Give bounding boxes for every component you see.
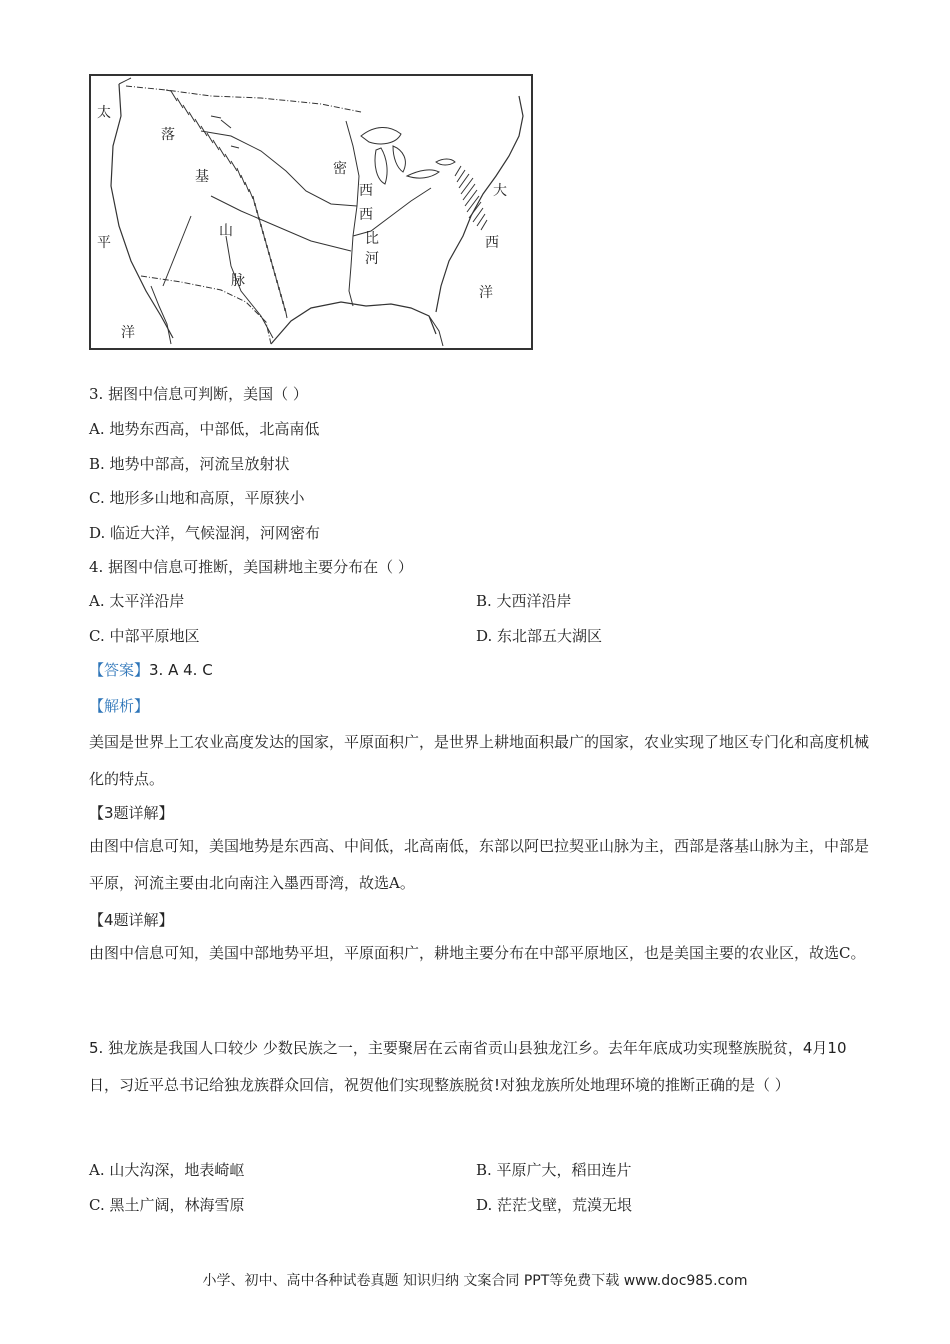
map-label-missi-5: 河	[365, 251, 379, 267]
q5-option-b: B. 平原广大，稻田连片	[476, 1161, 632, 1179]
q4-option-c: C. 中部平原地区	[89, 627, 200, 645]
map-label-missi-4: 比	[365, 231, 379, 247]
q5-option-a: A. 山大沟深，地表崎岖	[89, 1161, 245, 1179]
map-label-pacific-2: 平	[97, 235, 111, 251]
map-label-missi-2: 西	[359, 183, 373, 199]
q5-option-d: D. 茫茫戈壁，荒漠无垠	[476, 1196, 633, 1214]
us-terrain-map	[89, 74, 533, 350]
answer-text: 3. A 4. C	[149, 661, 213, 679]
q4-option-a: A. 太平洋沿岸	[89, 592, 185, 610]
detail3-label: 【3题详解】	[89, 804, 174, 822]
q3-option-d: D. 临近大洋，气候湿润，河网密布	[89, 524, 321, 542]
q3-option-a: A. 地势东西高，中部低，北高南低	[89, 420, 320, 438]
map-label-missi-3: 西	[359, 207, 373, 223]
q3-option-c: C. 地形多山地和高原，平原狭小	[89, 489, 305, 507]
detail4-label: 【4题详解】	[89, 911, 174, 929]
map-label-rocky-4: 脉	[231, 273, 245, 289]
q3-stem: 3. 据图中信息可判断，美国（ ）	[89, 385, 308, 403]
map-label-atlantic-2: 西	[485, 235, 499, 251]
map-label-pacific-3: 洋	[121, 325, 135, 341]
q4-stem: 4. 据图中信息可推断，美国耕地主要分布在（ ）	[89, 558, 413, 576]
answer-line	[89, 659, 213, 681]
answer-label: 【答案】	[89, 661, 150, 679]
q5-option-c: C. 黑土广阔，林海雪原	[89, 1196, 245, 1214]
detail3-text: 由图中信息可知，美国地势是东西高、中间低，北高南低，东部以阿巴拉契亚山脉为主，西部是落基山脉为主，中部是平原，河流主要由北向南注入墨西哥湾，故选A。	[89, 837, 870, 892]
page-footer: 小学、初中、高中各种试卷真题 知识归纳 文案合同 PPT等免费下载 www.doc985.com	[202, 1273, 748, 1289]
map-label-missi-1: 密	[333, 161, 347, 177]
map-label-rocky-2: 基	[195, 169, 209, 185]
q4-option-d: D. 东北部五大湖区	[476, 627, 603, 645]
detail4-text: 由图中信息可知，美国中部地势平坦，平原面积广，耕地主要分布在中部平原地区，也是美国主要的农业区，故选C。	[89, 944, 866, 962]
map-label-atlantic-3: 洋	[479, 285, 493, 301]
q5-stem: 5. 独龙族是我国人口较少 少数民族之一，主要聚居在云南省贡山县独龙江乡。去年年底成功实现整族脱贫，4月10日，习近平总书记给独龙族群众回信，祝贺他们实现整族脱贫!对独龙族所处地理环境的推断正确的是（ ）	[89, 1039, 847, 1094]
map-label-rocky-3: 山	[219, 223, 233, 239]
map-label-pacific-1: 太	[97, 105, 111, 121]
analysis-text: 美国是世界上工农业高度发达的国家，平原面积广，是世界上耕地面积最广的国家，农业实现了地区专门化和高度机械化的特点。	[89, 733, 870, 788]
map-label-rocky-1: 落	[161, 127, 175, 143]
map-drawing	[91, 76, 531, 348]
q3-option-b: B. 地势中部高，河流呈放射状	[89, 455, 290, 473]
q4-option-b: B. 大西洋沿岸	[476, 592, 572, 610]
analysis-label: 【解析】	[89, 697, 150, 715]
map-label-atlantic-1: 大	[493, 183, 507, 199]
